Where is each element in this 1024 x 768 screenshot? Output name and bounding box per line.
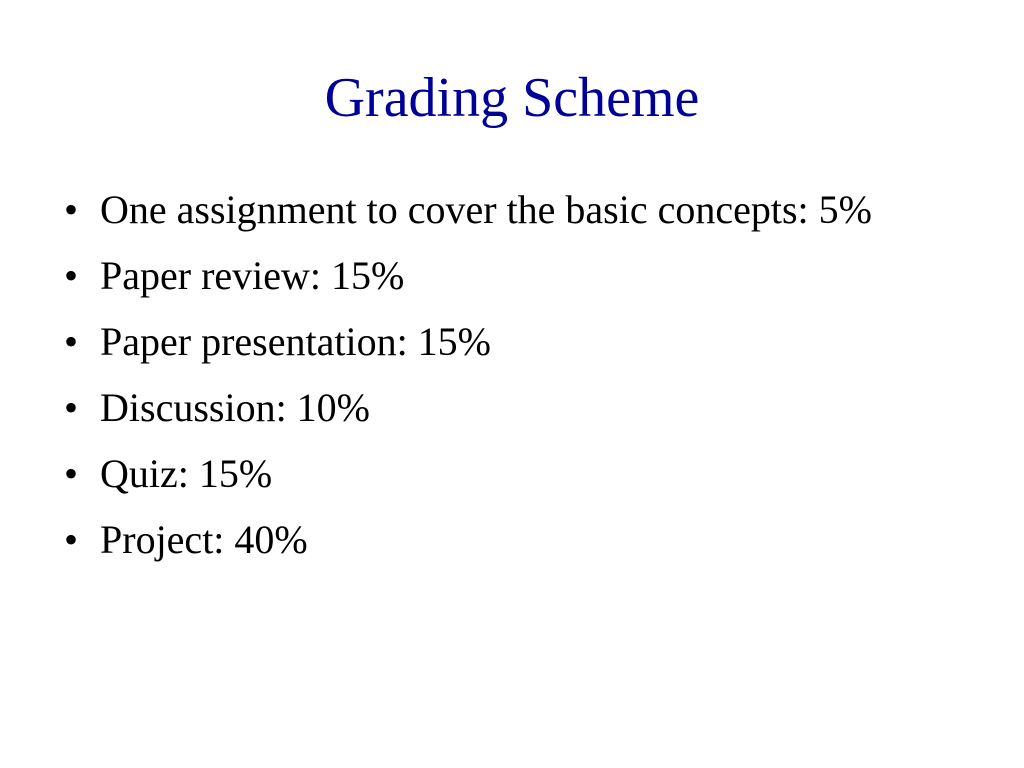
bullet-text: One assignment to cover the basic concepts: 5% bbox=[100, 187, 872, 232]
bullet-item-assignment bbox=[56, 186, 956, 234]
bullet-item-discussion bbox=[56, 384, 956, 432]
bullet-item-paper-review bbox=[56, 252, 956, 300]
bullet-item-project bbox=[56, 516, 956, 564]
bullet-item-quiz bbox=[56, 450, 956, 498]
bullet-text: Paper presentation: 15% bbox=[100, 319, 491, 364]
bullet-icon: • bbox=[63, 319, 78, 364]
bullet-text: Paper review: 15% bbox=[100, 253, 405, 298]
bullet-item-paper-presentation bbox=[56, 318, 956, 366]
bullet-icon: • bbox=[63, 253, 78, 298]
bullet-icon: • bbox=[63, 517, 78, 562]
bullet-icon: • bbox=[63, 187, 78, 232]
bullet-text: Project: 40% bbox=[100, 517, 308, 562]
bullet-text: Discussion: 10% bbox=[100, 385, 370, 430]
bullet-text: Quiz: 15% bbox=[100, 451, 273, 496]
bullet-list bbox=[56, 186, 956, 582]
bullet-icon: • bbox=[63, 385, 78, 430]
bullet-icon: • bbox=[63, 451, 78, 496]
slide-title: Grading Scheme bbox=[324, 67, 700, 129]
